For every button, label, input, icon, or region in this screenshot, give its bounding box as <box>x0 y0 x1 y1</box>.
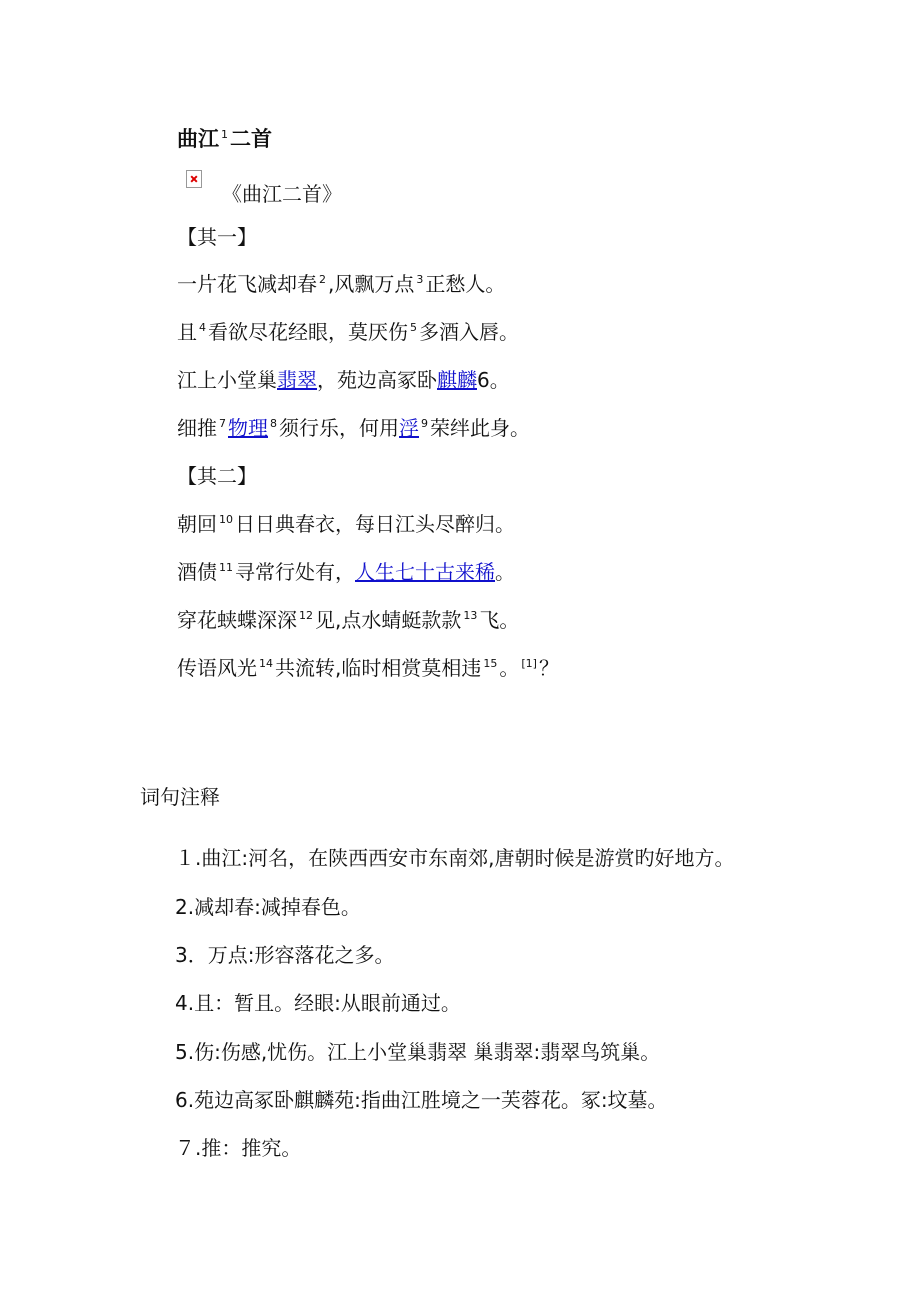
poem-line: 江上小堂巢翡翠，苑边高冢卧麒麟6。 <box>177 368 510 392</box>
note-item: 4.且：暂且。经眼:从眼前通过。 <box>175 991 461 1015</box>
footnote-ref[interactable]: 12 <box>299 609 313 622</box>
footnote-ref[interactable]: 8 <box>270 417 277 430</box>
poem-line: 朝回 $^{10}$ 日日典春衣，每日江头尽醉归。 <box>177 512 515 536</box>
link-wuli[interactable]: 物理 <box>228 416 268 440</box>
footnote-ref[interactable]: 1 <box>221 128 228 141</box>
poem-line: 且 $^4$ 看欲尽花经眼，莫厌伤 $^5$ 多酒入唇。 <box>177 320 519 344</box>
link-qilin[interactable]: 麒麟 <box>437 368 477 392</box>
poem-line: 一片花飞减却春 $^2$ ,风飘万点 $^3$ 正愁人。 <box>177 272 506 296</box>
footnote-ref[interactable]: 15 <box>483 657 498 670</box>
broken-image-icon[interactable] <box>186 170 202 188</box>
note-item: 2.减却春:减掉春色。 <box>175 895 361 919</box>
footnote-ref[interactable]: 7 <box>219 417 226 430</box>
note-item: 6.苑边高冢卧麒麟苑:指曲江胜境之一芙蓉花。冢:坟墓。 <box>175 1088 668 1112</box>
link-rensheng[interactable]: 人生七十古来稀 <box>355 560 495 584</box>
footnote-ref[interactable]: 2 <box>319 273 326 286</box>
poem-line: 传语风光 $^{14}$ 共流转,临时相赏莫相违 $^{15}$ 。 [1] ？ <box>177 656 559 680</box>
footnote-ref[interactable]: 11 <box>219 561 233 574</box>
title-tail: 二首 <box>230 127 272 151</box>
title-text: 曲江 <box>177 127 219 151</box>
note-item: ７.推：推究。 <box>175 1136 302 1160</box>
footnote-ref[interactable]: 13 <box>463 609 478 622</box>
poem-title <box>177 126 272 152</box>
poem-line: 穿花蛱蝶深深 $^{12}$ 见,点水蜻蜓款款 $^{13}$ 飞。 <box>177 608 520 632</box>
link-feicui[interactable]: 翡翠 <box>277 368 317 392</box>
footnote-ref[interactable]: 3 <box>416 273 424 286</box>
poem-line: 酒债 $^{11}$ 寻常行处有，人生七十古来稀。 <box>177 560 515 584</box>
notes-heading: 词句注释 <box>140 785 220 809</box>
section-heading: 【其一】 <box>177 225 257 249</box>
section-heading: 【其二】 <box>177 464 257 488</box>
footnote-ref[interactable]: 5 <box>410 321 417 334</box>
link-fu[interactable]: 浮 <box>399 416 419 440</box>
image-caption: 《曲江二首》 <box>222 182 342 206</box>
poem-line: 细推 $^7$ 物理 $^8$ 须行乐，何用浮 $^9$ 荣绊此身。 <box>177 416 530 440</box>
footnote-ref[interactable]: 4 <box>199 321 206 334</box>
citation-ref[interactable]: [1] <box>521 657 537 670</box>
footnote-ref[interactable]: 10 <box>219 513 233 526</box>
note-item: 5.伤:伤感,忧伤。江上小堂巢翡翠 巢翡翠:翡翠鸟筑巢。 <box>175 1040 661 1064</box>
note-item: １.曲江:河名，在陕西西安市东南郊,唐朝时候是游赏旳好地方。 <box>175 846 735 870</box>
footnote-ref[interactable]: 9 <box>421 417 428 430</box>
footnote-ref[interactable]: 14 <box>259 657 273 670</box>
note-item: 3．万点:形容落花之多。 <box>175 943 395 967</box>
